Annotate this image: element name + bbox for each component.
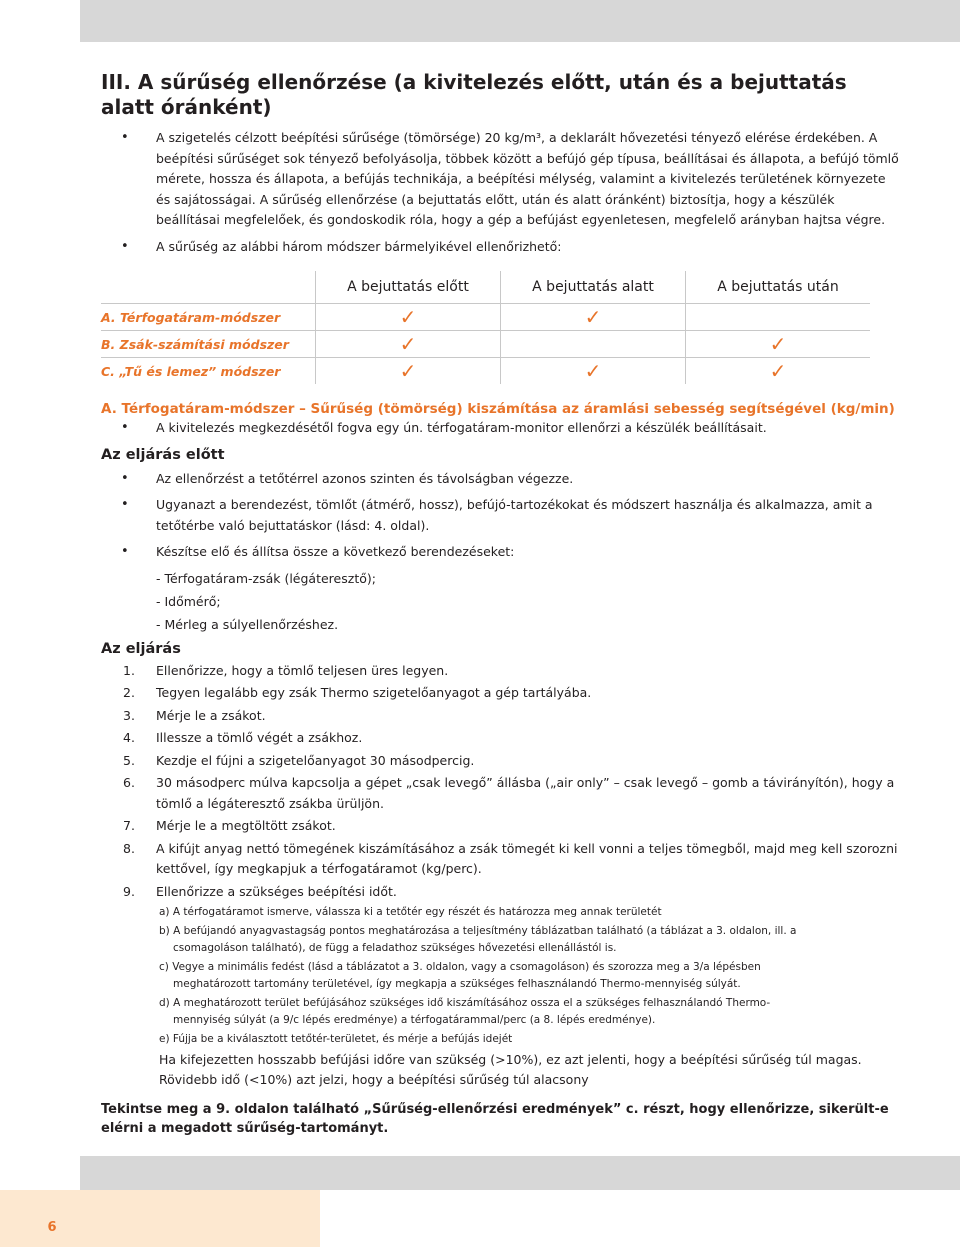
sub-step [159,995,901,1029]
step-number: 9. [123,883,135,899]
equipment-item: - Térfogatáram-zsák (légáteresztő); [156,570,376,586]
step-text: Tegyen legalább egy zsák Thermo szigetelőanyagot a gép tartályába. [156,685,592,700]
before-bullet: • Az ellenőrzést a tetőtérrel azonos szinten és távolságban végezze. [101,469,901,490]
step-text: Mérje le a megtöltött zsákot. [156,818,336,833]
step-number: 8. [123,840,135,856]
check-icon: ✓ [316,358,501,385]
table-row [101,358,870,385]
check-cell [501,331,686,358]
before-bullet: • Készítse elő és állítsa össze a következő berendezéseket: [101,542,901,563]
table-header-row [101,271,870,304]
intro-bullet: • A szigetelés célzott beépítési sűrűsége (tömörsége) 20 kg/m³, a deklarált hővezetési tényező elérése érdekében. A beépítési sűrűséget sok tényező befolyásolja, többek között a befújó gép típusa, beállításai és állapota, a befújó tömlő mérete, hossza és állapota, a befújás technikája, a beépítési mélység, valamint a kivitelezés területének környezete és sajátosságai. A sűrűség ellenőrzése (a bejuttatás előtt, után és alatt óránként) biztosítja, hogy a készülék beállításai megfelelőek, és gondoskodik róla, hogy a gép a befújást egyenletesen, megfelelő arányban hajtsa végre. [101,128,901,231]
procedure-heading: Az eljárás [101,640,181,657]
method-label: A. Térfogatáram-módszer [101,304,316,331]
sub-step-line: c) Vegye a minimális fedést (lásd a táblázatot a 3. oldalon, vagy a csomagoláson) és szorozza meg a 3/a lépésben [159,961,761,973]
sub-step-line: d) A meghatározott terület befújásához szükséges idő kiszámításához ossza el a szükséges felhasználandó Thermo- [159,997,771,1009]
page-content [101,70,901,1138]
page-number: 6 [47,1220,57,1235]
list-item [101,661,901,682]
list-item [101,882,901,903]
page-title: III. A sűrűség ellenőrzése (a kivitelezés előtt, után és a bejuttatás alatt óránként) [101,70,847,119]
check-icon: ✓ [501,358,686,385]
left-margin [0,0,80,1190]
footer-orange-block [0,1190,320,1247]
step-text: Kezdje el fújni a szigetelőanyagot 30 másodpercig. [156,752,475,768]
step-number: 4. [123,730,135,745]
step-text: Illessze a tömlő végét a zsákhoz. [156,730,363,745]
check-icon: ✓ [316,331,501,358]
section-a-list [101,418,901,439]
method-label: C. „Tű és lemez” módszer [101,358,316,385]
step-number: 5. [123,752,135,768]
list-item [101,839,901,880]
top-gray-band [80,0,960,42]
equipment-item: - Időmérő; [156,593,221,609]
step-text: 30 másodperc múlva kapcsolja a gépet „csak levegő” állásba („air only” – csak levegő – gomb a távirányítón), hogy a tömlő a légáteresztő zsákba ürüljön. [156,775,895,811]
check-icon: ✓ [316,304,501,331]
step-text: Ellenőrizze a szükséges beépítési időt. [156,883,397,899]
table-header: A bejuttatás alatt [501,271,686,304]
methods-table [101,271,870,384]
sub-step-line: b) A befújandó anyagvastagság pontos meghatározása a teljesítmény táblázatban található (a táblázat a 3. oldalon, ill. a [159,925,797,937]
intro-list [101,128,901,257]
sub-step-continuation: meghatározott tartomány területével, így megkapja a szükséges felhasználandó Thermo-mennyiség súlyát. [173,978,741,990]
sub-step [159,1031,901,1048]
list-item [101,706,901,727]
table-header: A bejuttatás előtt [316,271,501,304]
sub-step-continuation: csomagoláson található), de függ a feladathoz szükséges hővezetési ellenállástól is. [173,942,617,954]
list-item [101,816,901,837]
table-corner [101,271,316,304]
sub-steps [159,904,901,1048]
step-text: Ellenőrizze, hogy a tömlő teljesen üres legyen. [156,662,449,678]
procedure-steps [101,661,901,903]
step-number: 6. [123,775,135,790]
sub-step [159,959,901,993]
step-text: Mérje le a zsákot. [156,707,266,723]
before-list [101,469,901,563]
step-number: 3. [123,707,135,723]
check-cell [686,304,871,331]
step-text: A kifújt anyag nettó tömegének kiszámításához a zsák tömegét ki kell vonni a teljes tömegből, majd meg kell szorozni kettővel, így megkapjuk a térfogatáramot (kg/perc). [156,840,898,876]
sub-step [159,904,901,921]
before-heading: Az eljárás előtt [101,446,225,463]
sub-step-line: a) A térfogatáramot ismerve, válassza ki a tetőtér egy részét és határozza meg annak területét [159,906,662,918]
check-icon: ✓ [686,358,871,385]
method-label: B. Zsák-számítási módszer [101,331,316,358]
intro-bullet: • A sűrűség az alábbi három módszer bármelyikével ellenőrizhető: [101,237,901,258]
section-a-bullet: • A kivitelezés megkezdésétől fogva egy ún. térfogatáram-monitor ellenőrzi a készülék beállításait. [101,418,901,439]
list-item [101,728,901,749]
section-a-heading: A. Térfogatáram-módszer – Sűrűség (tömörség) kiszámítása az áramlási sebesség segítségével (kg/min) [101,401,895,417]
step-number: 7. [123,818,135,833]
table-header: A bejuttatás után [686,271,871,304]
equipment-item: - Mérleg a súlyellenőrzéshez. [156,616,339,632]
list-item [101,773,901,814]
step-number: 1. [123,662,135,678]
check-icon: ✓ [686,331,871,358]
table-row [101,304,870,331]
step-number: 2. [123,685,135,700]
list-item [101,751,901,772]
final-note: Tekintse meg a 9. oldalon található „Sűrűség-ellenőrzési eredmények” c. részt, hogy ellenőrizze, sikerült-e elérni a megadott sűrűség-tartományt. [101,1102,889,1136]
table-row [101,331,870,358]
sub-step-continuation: mennyiség súlyát (a 9/c lépés eredménye) a térfogatárammal/perc (a 8. lépés eredménye). [173,1014,656,1026]
bottom-gray-band [80,1156,960,1190]
list-item [101,683,901,704]
sub-step-line: e) Fújja be a kiválasztott tetőtér-területet, és mérje a befújás idejét [159,1033,513,1045]
before-bullet: • Ugyanazt a berendezést, tömlőt (átmérő, hossz), befújó-tartozékokat és módszert használja és alkalmazza, amit a tetőtérbe való bejuttatáskor (lásd: 4. oldal). [101,495,901,536]
sub-step [159,923,901,957]
check-icon: ✓ [501,304,686,331]
density-note: Ha kifejezetten hosszabb befújási időre van szükség (>10%), ez azt jelenti, hogy a beépítési sűrűség túl magas. Rövidebb idő (<10%) azt jelzi, hogy a beépítési sűrűség túl alacsony [159,1052,862,1087]
